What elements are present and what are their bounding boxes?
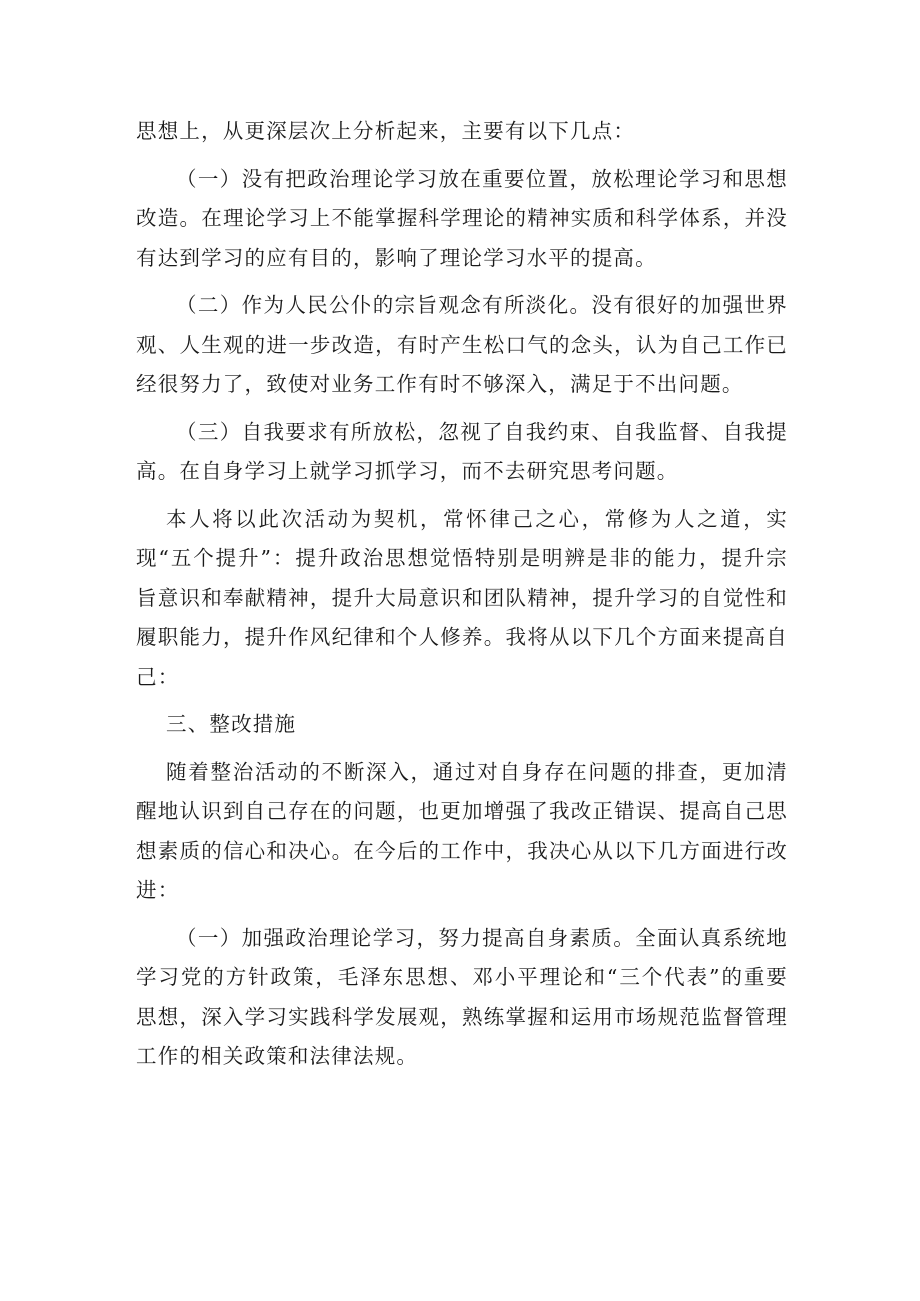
paragraph-measure-1: （一）加强政治理论学习，努力提高自身素质。全面认真系统地学习党的方针政策，毛泽东思想、邓小平理论和“三个代表”的重要思想，深入学习实践科学发展观，熟练掌握和运用市场规范监督管理工作的相关政策和法律法规。 <box>136 925 788 1068</box>
paragraph-intro: 思想上，从更深层次上分析起来，主要有以下几点： <box>136 119 636 143</box>
paragraph-rectification-intro: 随着整治活动的不断深入，通过对自身存在问题的排查，更加清醒地认识到自己存在的问题，也更加增强了我改正错误、提高自己思想素质的信心和决心。在今后的工作中，我决心从以下几方面进行改进： <box>136 759 788 902</box>
document-body <box>136 112 788 1077</box>
paragraph-point-1: （一）没有把政治理论学习放在重要位置，放松理论学习和思想改造。在理论学习上不能掌握科学理论的精神实质和科学体系，并没有达到学习的应有目的，影响了理论学习水平的提高。 <box>136 166 788 270</box>
paragraph-point-3: （三）自我要求有所放松，忽视了自我约束、自我监督、自我提高。在自身学习上就学习抓学习，而不去研究思考问题。 <box>136 419 788 483</box>
paragraph-commitment: 本人将以此次活动为契机，常怀律己之心，常修为人之道，实现“五个提升”：提升政治思想觉悟特别是明辨是非的能力，提升宗旨意识和奉献精神，提升大局意识和团队精神，提升学习的自觉性和履职能力，提升作风纪律和个人修养。我将从以下几个方面来提高自己： <box>136 506 788 689</box>
paragraph-point-2: （二）作为人民公仆的宗旨观念有所淡化。没有很好的加强世界观、人生观的进一步改造，有时产生松口气的念头，认为自己工作已经很努力了，致使对业务工作有时不够深入，满足于不出问题。 <box>136 293 788 396</box>
section-heading-rectification: 三、整改措施 <box>166 712 297 736</box>
